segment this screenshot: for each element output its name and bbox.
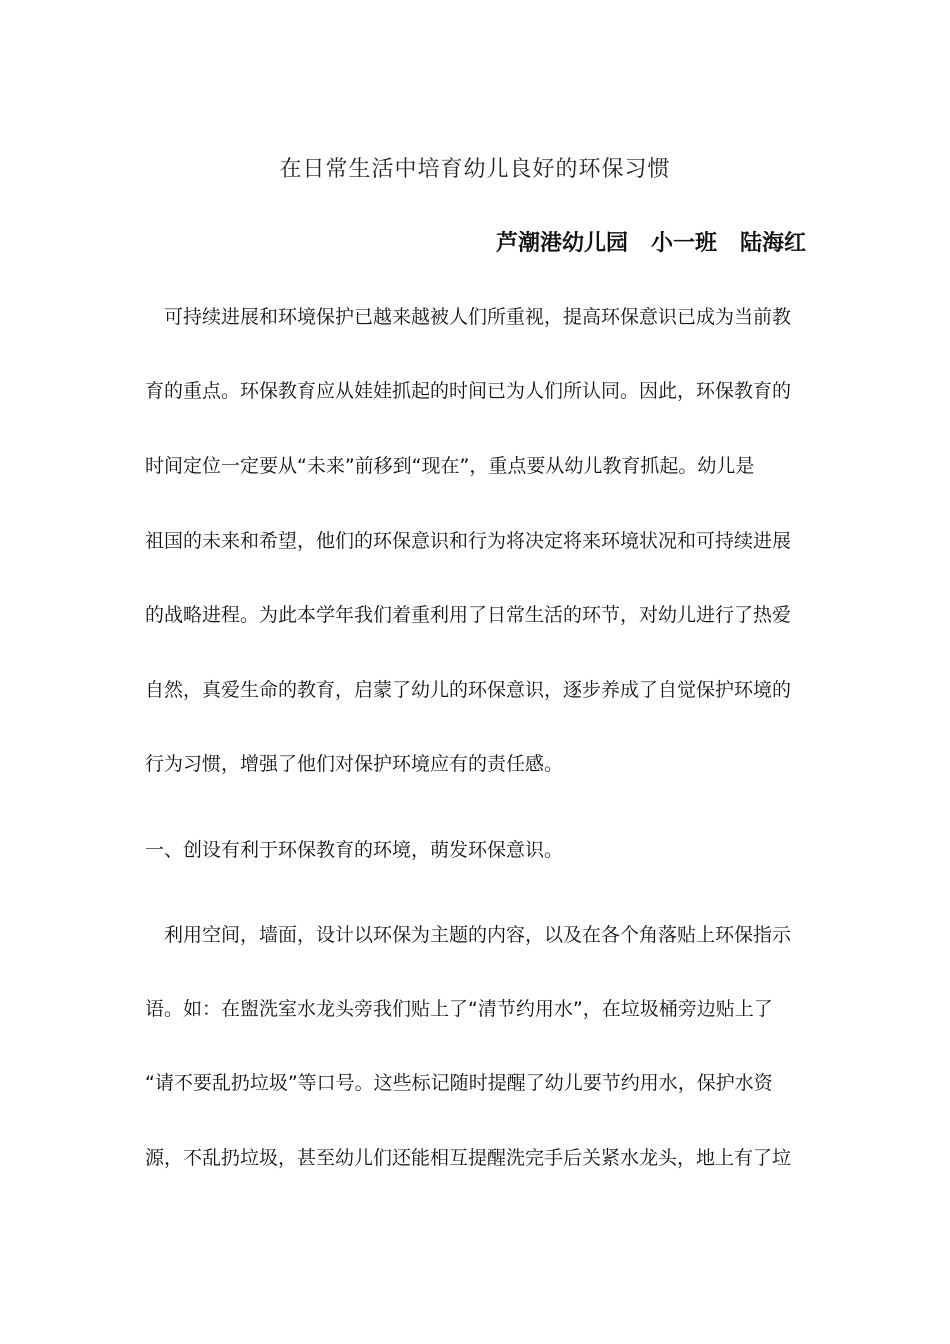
- paragraph-line: 源，不乱扔垃圾，甚至幼儿们还能相互提醒洗完手后关紧水龙头，地上有了垃: [145, 1147, 792, 1169]
- paragraph-line: 时间定位一定要从“未来”前移到“现在”，重点要从幼儿教育抓起。幼儿是: [145, 455, 755, 477]
- paragraph-line: “请不要乱扔垃圾”等口号。这些标记随时提醒了幼儿要节约用水，保护水资: [145, 1072, 773, 1094]
- paragraph-line: 的战略进程。为此本学年我们着重利用了日常生活的环节，对幼儿进行了热爱: [145, 604, 792, 626]
- paragraph-line: 育的重点。环保教育应从娃娃抓起的时间已为人们所认同。因此，环保教育的: [145, 380, 792, 402]
- paragraph-line: 祖国的未来和希望，他们的环保意识和行为将决定将来环境状况和可持续进展: [145, 530, 792, 552]
- paragraph-line: 行为习惯，增强了他们对保护环境应有的责任感。: [145, 753, 564, 775]
- author-line: 芦潮港幼儿园 小一班 陆海红: [496, 231, 806, 256]
- paragraph-line: 利用空间，墙面，设计以环保为主题的内容，以及在各个角落贴上环保指示: [145, 924, 792, 946]
- document-title: 在日常生活中培育幼儿良好的环保习惯: [279, 157, 671, 182]
- paragraph-line: 可持续进展和环境保护已越来越被人们所重视，提高环保意识已成为当前教: [145, 306, 792, 328]
- section-heading: 一、创设有利于环保教育的环境，萌发环保意识。: [145, 839, 564, 861]
- paragraph-line: 自然，真爱生命的教育，启蒙了幼儿的环保意识，逐步养成了自觉保护环境的: [145, 679, 792, 701]
- paragraph-line: 语。如：在盥洗室水龙头旁我们贴上了“清节约用水”，在垃圾桶旁边贴上了: [145, 998, 773, 1020]
